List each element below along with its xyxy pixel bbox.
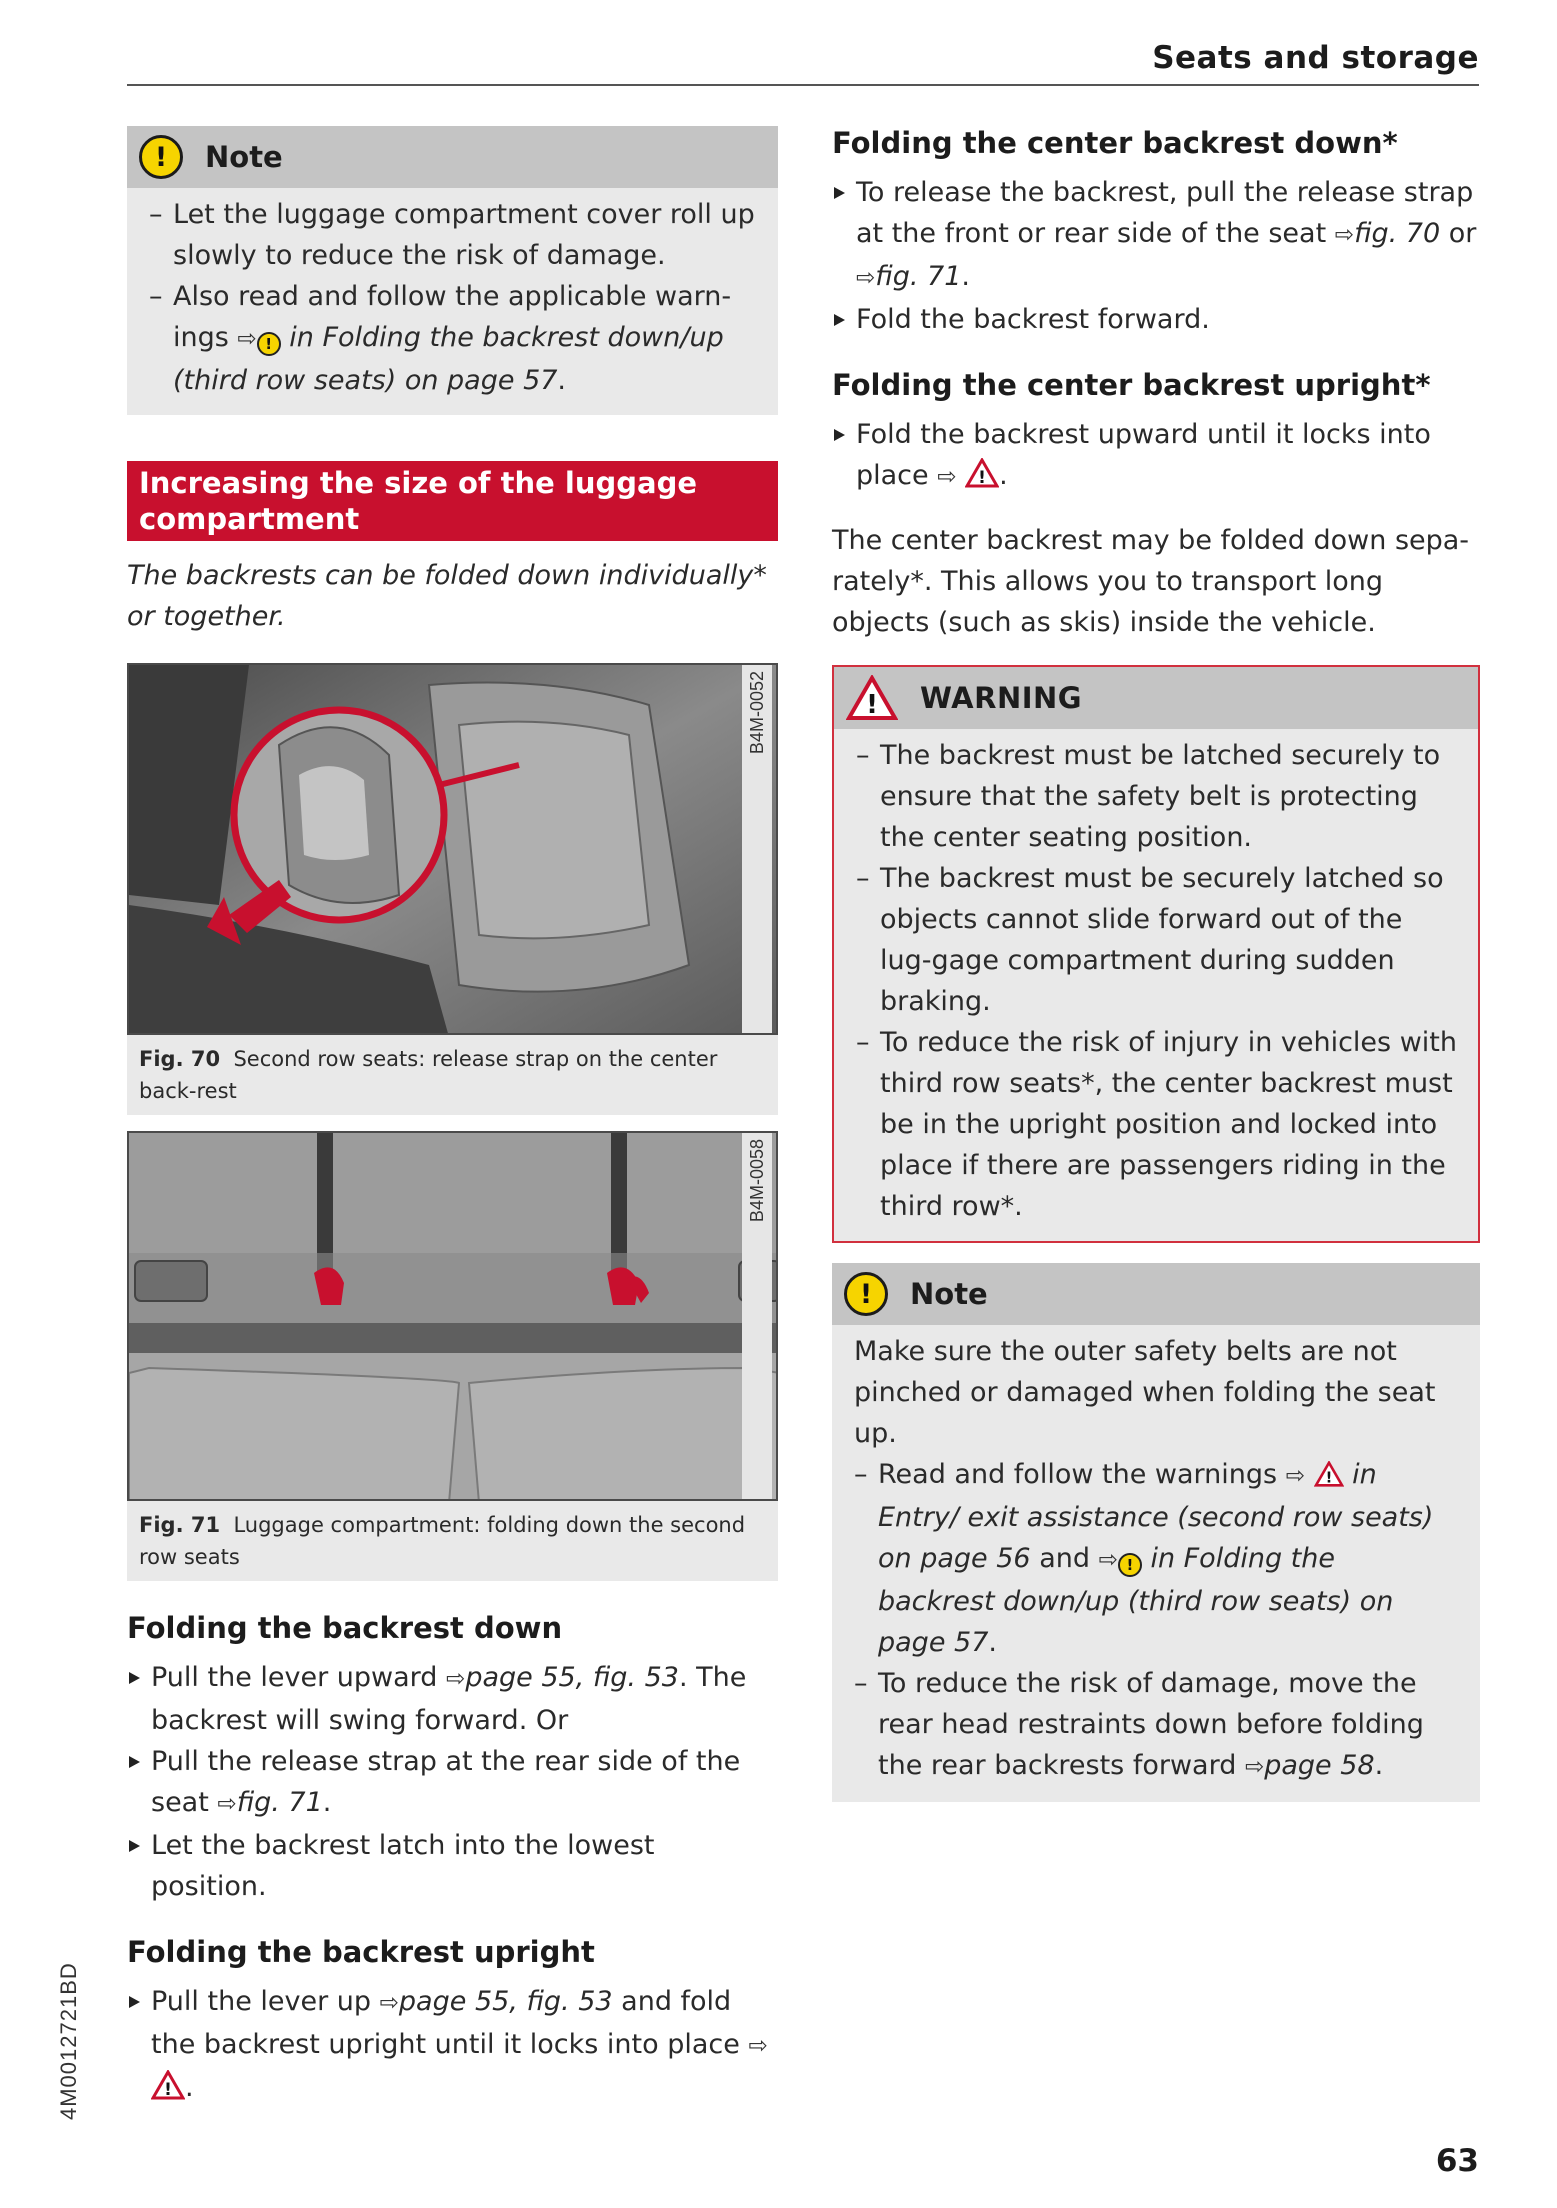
svg-text:!: ! [1325, 1469, 1332, 1487]
note-box-2 [832, 1263, 1480, 1802]
note-exclamation-icon: ! [844, 1272, 888, 1316]
figure-label: Fig. 71 [139, 1513, 221, 1537]
paragraph: The center backrest may be folded down sepa-rately*. This allows you to transport long objects (such as skis) inside the vehicle. [832, 525, 1470, 638]
step-text: Pull the lever up [151, 1986, 372, 2017]
warning-item: – To reduce the risk of injury in vehicles with third row seats*, the center backrest must be in the upright position and locked into place if there are passengers riding in the third row*. [856, 1022, 1458, 1227]
subsection-title: Folding the center backrest down* [832, 126, 1398, 160]
steps-list [127, 1657, 778, 1907]
section-heading: Increasing the size of the luggage compartment [127, 461, 778, 541]
ref-arrow-icon: ⇨ [1334, 222, 1355, 248]
step-item: Fold the backrest forward. [832, 299, 1480, 340]
figure-70-image [127, 663, 778, 1035]
right-column [832, 126, 1480, 1802]
step-text: . [185, 2072, 194, 2103]
warning-triangle-icon [151, 2070, 185, 2100]
figure-label: Fig. 70 [139, 1047, 221, 1071]
warning-triangle-icon [965, 458, 999, 488]
step-text: . The backrest will swing forward. Or [151, 1662, 747, 1736]
figure-caption [127, 1035, 778, 1115]
ref-arrow-icon: ⇨ [446, 1666, 466, 1692]
steps-list [832, 172, 1480, 340]
note-item [149, 276, 758, 401]
note-item-text: To reduce the risk of damage, move the rear head restraints down before folding the rear backrests forward [878, 1668, 1424, 1781]
note-body [127, 188, 778, 415]
note-header [832, 1263, 1480, 1325]
figure-reference-link[interactable]: fig. 70 [1354, 218, 1441, 249]
warning-title: WARNING [920, 681, 1083, 715]
luggage-compartment-illustration [129, 1133, 778, 1501]
step-item [127, 1981, 778, 2108]
warning-item: – The backrest must be latched securely to ensure that the safety belt is protecting the center seating position. [856, 735, 1458, 858]
page-reference-link[interactable]: page 55, fig. 53 [465, 1662, 679, 1693]
ref-arrow-icon: ⇨ [379, 1990, 399, 2016]
warning-box [832, 665, 1480, 1243]
note-item-text: Also read and follow the applicable warn-ings [173, 281, 732, 353]
header-rule [127, 84, 1479, 86]
figure-reference-link[interactable]: fig. 71 [236, 1787, 323, 1818]
step-text: . [322, 1787, 332, 1818]
cross-reference-link[interactable]: in Folding the backrest down/up (third row seats) on page 57 [878, 1543, 1394, 1658]
figure-code-strip [742, 665, 772, 1033]
ref-arrow-icon: ⇨ [937, 464, 957, 490]
step-text: . [961, 261, 970, 292]
note-exclamation-icon: ! [139, 135, 183, 179]
note-body [832, 1325, 1480, 1802]
steps-list [127, 1981, 778, 2108]
warning-header [834, 667, 1478, 729]
note-item-text: Read and follow the warnings [878, 1459, 1278, 1490]
warning-body [834, 729, 1478, 1241]
ref-arrow-icon: ⇨ [1244, 1754, 1265, 1780]
step-item [127, 1657, 778, 1741]
figure-70 [127, 663, 778, 1115]
punctuation: . [557, 365, 567, 396]
figure-code-strip [742, 1133, 772, 1499]
note-item [854, 1454, 1460, 1663]
figure-caption [127, 1501, 778, 1581]
subsection-title: Folding the backrest down [127, 1611, 563, 1645]
document-code: 4M0012721BD [56, 1962, 81, 2120]
note-title: Note [205, 140, 283, 174]
svg-text:!: ! [164, 2080, 172, 2100]
seat-strap-illustration [129, 665, 778, 1035]
subsection-title: Folding the backrest upright [127, 1935, 595, 1969]
note-title: Note [910, 1277, 988, 1311]
step-item [832, 414, 1480, 498]
punctuation: . [1374, 1750, 1384, 1781]
cross-reference-link[interactable]: in Entry/ exit assistance (second row seats) on page 56 [878, 1459, 1434, 1574]
note-item: – Let the luggage compartment cover roll up slowly to reduce the risk of damage. [149, 194, 758, 276]
note-intro: Make sure the outer safety belts are not pinched or damaged when folding the seat up. [854, 1336, 1436, 1449]
note-box-1 [127, 126, 778, 415]
ref-arrow-icon: ⇨ [748, 2033, 768, 2059]
figure-code: B4M-0058 [746, 1139, 767, 1223]
step-text: To release the backrest, pull the release strap at the front or rear side of the seat [856, 177, 1474, 249]
step-item: Let the backrest latch into the lowest position. [127, 1825, 778, 1907]
page-reference-link[interactable]: page 58 [1264, 1750, 1375, 1781]
step-text: Pull the release strap at the rear side of the seat [151, 1746, 741, 1818]
cross-reference-link[interactable]: in Folding the backrest down/up (third row seats) on page 57 [173, 322, 724, 396]
figure-code: B4M-0052 [746, 671, 767, 755]
ref-arrow-icon: ⇨ [1098, 1547, 1118, 1573]
warning-triangle-icon [846, 675, 898, 721]
warning-triangle-icon [1314, 1461, 1344, 1487]
figure-caption-text: Second row seats: release strap on the center back-rest [139, 1047, 718, 1103]
step-text: Fold the backrest upward until it locks into place [856, 419, 1431, 491]
steps-list [832, 414, 1480, 498]
ref-arrow-icon: ⇨ [1285, 1463, 1305, 1489]
subsection-title: Folding the center backrest upright* [832, 368, 1431, 402]
step-item [127, 1741, 778, 1825]
page-reference-link[interactable]: page 55, fig. 53 [398, 1986, 613, 2017]
figure-caption-text: Luggage compartment: folding down the second row seats [139, 1513, 746, 1569]
ref-arrow-icon: ⇨ [237, 326, 257, 352]
note-ref-icon: ! [1118, 1553, 1142, 1577]
ref-arrow-icon: ⇨ [856, 265, 876, 291]
ref-arrow-icon: ⇨ [217, 1791, 237, 1817]
warning-item: – The backrest must be securely latched so objects cannot slide forward out of the lug-gage compartment during sudden braking. [856, 858, 1458, 1022]
page-number: 63 [1435, 2143, 1479, 2179]
section-header-title: Seats and storage [1152, 40, 1479, 76]
step-text: Pull the lever upward [151, 1662, 438, 1693]
note-item-text: and [1039, 1543, 1090, 1574]
step-text: or [1448, 218, 1477, 249]
svg-text:!: ! [978, 468, 987, 488]
note-ref-icon: ! [257, 332, 281, 356]
note-header [127, 126, 778, 188]
svg-text:!: ! [866, 690, 878, 720]
note-item [854, 1663, 1460, 1788]
step-text: . [999, 460, 1008, 491]
figure-71 [127, 1131, 778, 1581]
left-column [127, 126, 778, 2108]
figure-71-image [127, 1131, 778, 1501]
section-intro: The backrests can be folded down individually* or together. [127, 560, 767, 632]
punctuation: . [988, 1627, 997, 1658]
step-text: and fold the backrest upright until it locks into place [151, 1986, 740, 2060]
figure-reference-link[interactable]: fig. 71 [875, 261, 962, 292]
step-item [832, 172, 1480, 299]
